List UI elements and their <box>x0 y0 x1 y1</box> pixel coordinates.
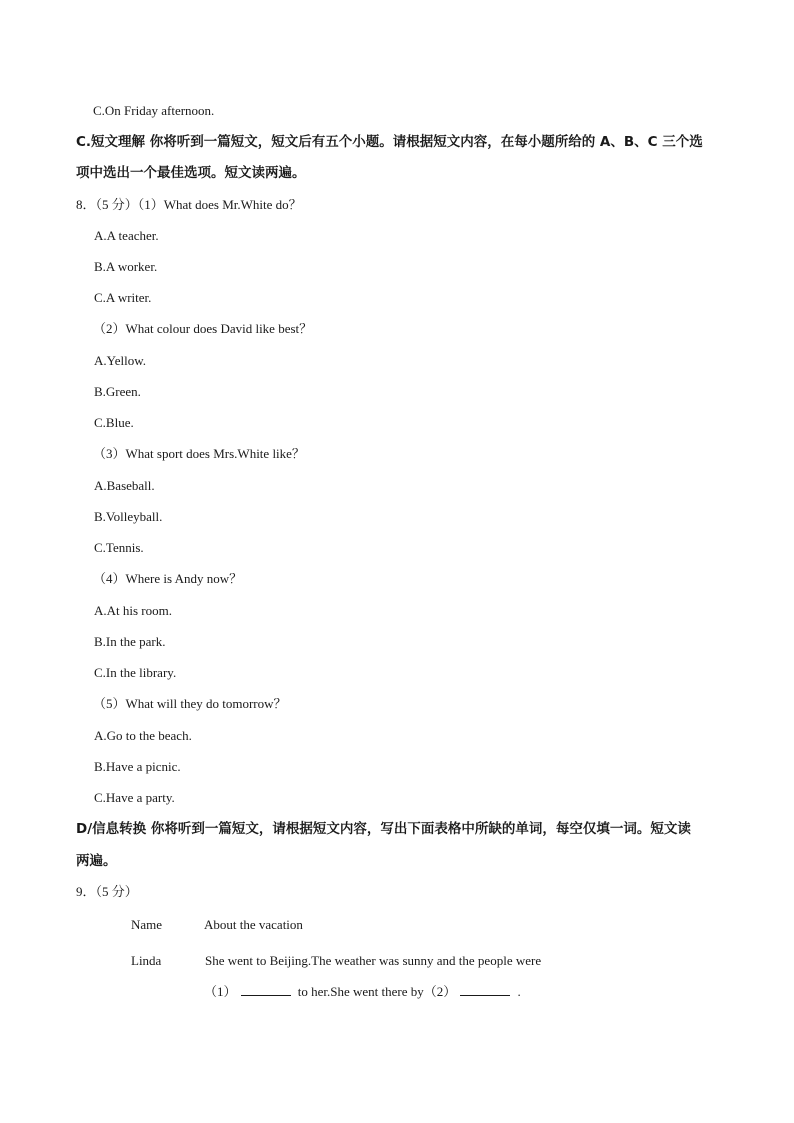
q8-header: 8．（5 分）（1）What does Mr.White do？ <box>76 197 302 212</box>
q8-2-option-c: C.Blue. <box>94 415 134 430</box>
table-header-about: About the vacation <box>204 917 303 932</box>
q8-2-question: （2）What colour does David like best？ <box>93 321 313 336</box>
blank-2-input[interactable] <box>460 983 510 996</box>
section-c-instructions-line2: 项中选出一个最佳选项。短文读两遍。 <box>76 165 306 181</box>
option-c-friday: C.On Friday afternoon. <box>93 103 215 118</box>
table-row-text-end: . <box>514 984 521 999</box>
q8-3-option-a: A.Baseball. <box>94 478 155 493</box>
table-row-text-mid: to her.She went there by（2） <box>294 984 457 999</box>
table-row-name-linda: Linda <box>131 953 162 968</box>
section-c-instructions-line1: C.短文理解 你将听到一篇短文，短文后有五个小题。请根据短文内容，在每小题所给的 A、B、C 三个选 <box>76 134 703 150</box>
table-header-name: Name <box>131 917 163 932</box>
q8-4-option-b: B.In the park. <box>94 634 166 649</box>
q8-1-option-b: B.A worker. <box>94 259 158 274</box>
section-d-instructions-line1: D/信息转换 你将听到一篇短文，请根据短文内容，写出下面表格中所缺的单词，每空仅填一词。短文读 <box>76 821 691 837</box>
blank-1-input[interactable] <box>241 983 291 996</box>
q8-3-option-c: C.Tennis. <box>94 540 144 555</box>
q8-1-option-c: C.A writer. <box>94 290 152 305</box>
table-row-text-line2 <box>204 983 521 1001</box>
q8-3-question: （3）What sport does Mrs.White like？ <box>93 446 305 461</box>
q8-2-option-b: B.Green. <box>94 384 141 399</box>
q8-5-option-b: B.Have a picnic. <box>94 759 181 774</box>
q8-1-option-a: A.A teacher. <box>94 228 159 243</box>
q9-header: 9．（5 分） <box>76 884 138 899</box>
q8-4-option-c: C.In the library. <box>94 665 177 680</box>
q8-5-question: （5）What will they do tomorrow？ <box>93 696 287 711</box>
q8-3-option-b: B.Volleyball. <box>94 509 163 524</box>
q8-2-option-a: A.Yellow. <box>94 353 147 368</box>
table-row-text-line1: She went to Beijing.The weather was sunny and the people were <box>205 953 542 968</box>
q8-4-question: （4）Where is Andy now？ <box>93 571 243 586</box>
q8-5-option-a: A.Go to the beach. <box>94 728 192 743</box>
blank-1-label: （1） <box>204 984 237 999</box>
q8-4-option-a: A.At his room. <box>94 603 172 618</box>
section-d-instructions-line2: 两遍。 <box>76 853 117 869</box>
q8-5-option-c: C.Have a party. <box>94 790 175 805</box>
